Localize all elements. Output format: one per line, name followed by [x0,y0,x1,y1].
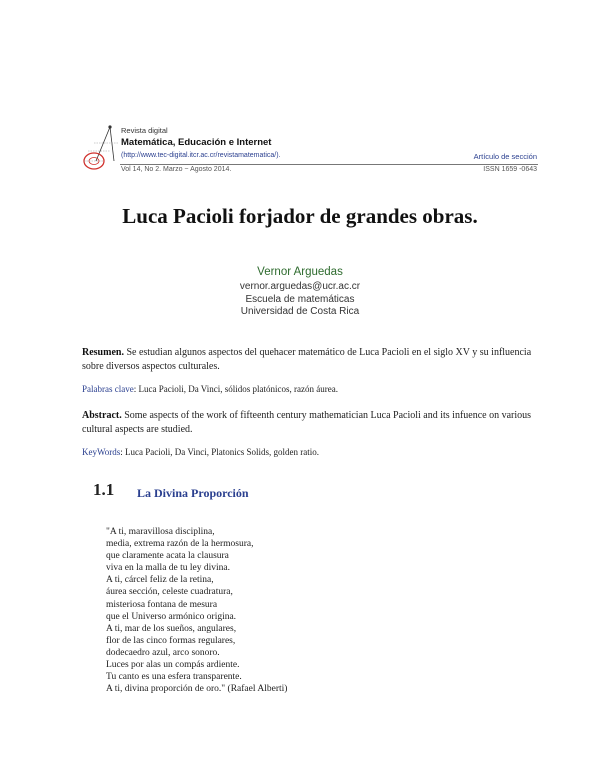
author-university: Universidad de Costa Rica [240,306,360,317]
keywords [82,446,537,460]
journal-title: Matemática, Educación e Internet [121,137,272,148]
author-name: Vernor Arguedas [257,266,343,278]
poem-line: A ti, divina proporción de oro." (Rafael Alberti) [106,684,288,695]
article-title: Luca Pacioli forjador de grandes obras. [122,204,478,228]
resumen-text: Se estudian algunos aspectos del quehacer matemático de Luca Pacioli en el siglo XV y su influencia sobre diversos aspectos culturales. [82,347,532,372]
issn-number: ISSN 1659 -0643 [483,166,537,173]
poem-line: dodecaedro azul, arco sonoro. [106,647,220,658]
poem-line: A ti, cárcel feliz de la retina, [106,575,214,586]
poem-quote [106,526,287,695]
abstract-text: Some aspects of the work of fifteenth century mathematician Luca Pacioli and its infuence on various cultural aspects are studied. [82,410,532,435]
palabras-clave-label: Palabras clave [82,384,134,394]
poem-line: misteriosa fontana de mesura [106,599,218,610]
header-rule [120,164,538,165]
poem-line: Luces por alas un compás ardiente. [106,660,240,671]
poem-line: flor de las cinco formas regulares, [106,635,236,646]
poem-line: áurea sección, celeste cuadratura, [106,587,233,598]
abstract-paragraph [82,409,537,436]
section-number: 1.1 [93,480,115,499]
volume-info: Vol 14, No 2. Marzo − Agosto 2014. [121,166,232,173]
poem-line: que el Universo armónico origina. [106,611,237,622]
journal-kicker: Revista digital [121,126,168,135]
poem-line: "A ti, maravillosa disciplina, [106,527,215,537]
journal-url-link[interactable]: (http://www.tec-digital.itcr.ac.cr/revistamatematica/). [121,152,281,159]
poem-line: viva en la malla de tu ley divina. [106,563,230,574]
poem-line: Tu canto es una esfera transparente. [106,672,242,683]
author-department: Escuela de matemáticas [245,294,355,305]
poem-line: media, extrema razón de la hermosura, [106,539,254,550]
keywords-label: KeyWords [82,447,121,457]
journal-logo [80,123,124,175]
poem-line: que claramente acata la clausura [106,551,229,562]
poem-line: A ti, mar de los sueños, angulares, [106,623,237,634]
compass-logo-icon [80,123,124,175]
palabras-clave-text: : Luca Pacioli, Da Vinci, sólidos platónicos, razón áurea. [133,384,338,394]
section-label: Artículo de sección [473,152,537,161]
author-email[interactable]: vernor.arguedas@ucr.ac.cr [239,281,361,292]
section-title: La Divina Proporción [137,486,249,500]
resumen-label: Resumen. [82,347,124,358]
resumen-paragraph [82,346,537,373]
palabras-clave [82,383,537,397]
keywords-text: : Luca Pacioli, Da Vinci, Platonics Solids, golden ratio. [120,447,320,457]
abstract-label: Abstract. [82,410,122,421]
